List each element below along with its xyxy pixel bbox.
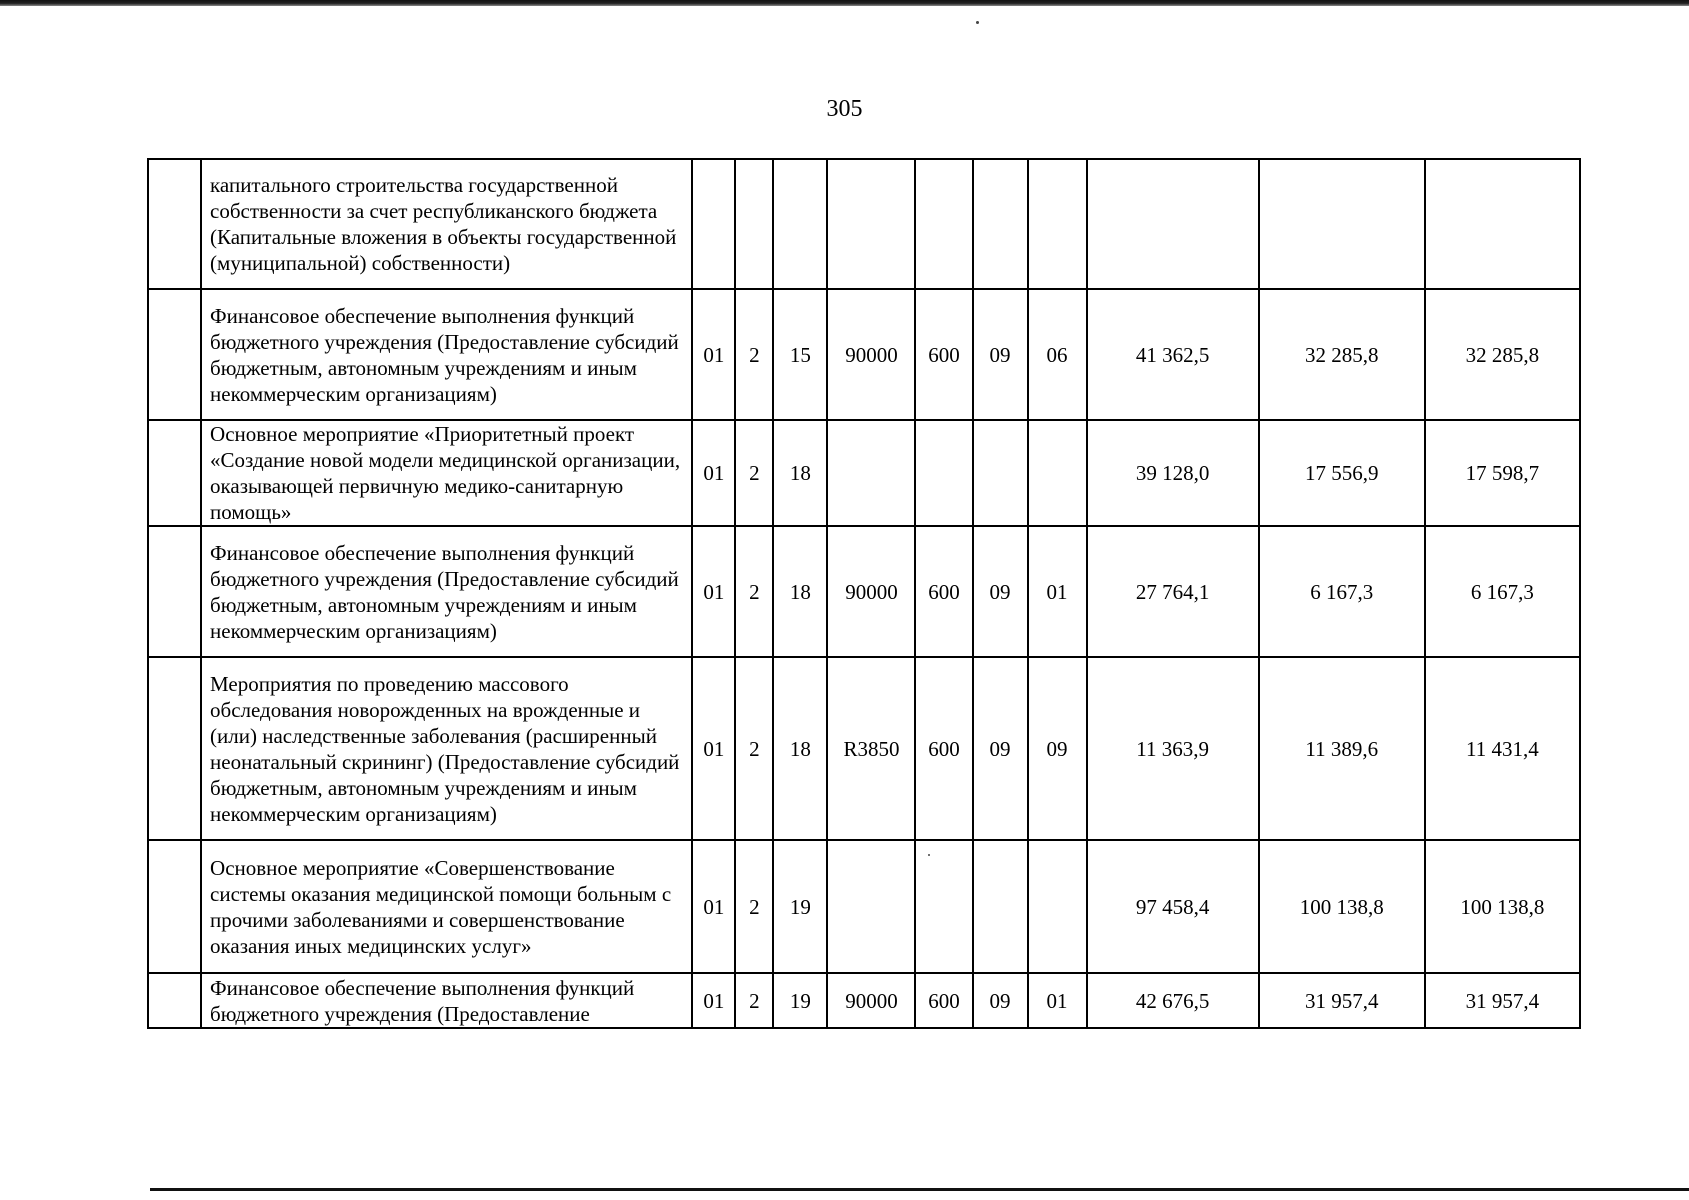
direction-code: R3850 [827, 657, 915, 840]
amount-year-2: 32 285,8 [1259, 289, 1425, 420]
expense-type-code: 600 [915, 657, 972, 840]
direction-code: 90000 [827, 973, 915, 1028]
expense-type-code: 600 [915, 289, 972, 420]
subsection-code [1028, 840, 1087, 973]
program-code [692, 159, 735, 289]
row-description: Основное мероприятие «Совершенствование системы оказания медицинской помощи больным с прочими заболеваниями и совершенствование оказания иных медицинских услуг» [201, 840, 692, 973]
program-code: 01 [692, 973, 735, 1028]
amount-year-1: 39 128,0 [1087, 420, 1259, 526]
expense-type-code [915, 159, 972, 289]
program-code: 01 [692, 420, 735, 526]
subsection-code [1028, 159, 1087, 289]
amount-year-3: 32 285,8 [1425, 289, 1580, 420]
main-event-code: 15 [773, 289, 827, 420]
row-number [148, 159, 201, 289]
subprogram-code [735, 159, 773, 289]
main-event-code [773, 159, 827, 289]
program-code: 01 [692, 840, 735, 973]
section-code: 09 [973, 657, 1028, 840]
subprogram-code: 2 [735, 657, 773, 840]
section-code [973, 159, 1028, 289]
amount-year-3 [1425, 159, 1580, 289]
direction-code: 90000 [827, 289, 915, 420]
subsection-code: 01 [1028, 973, 1087, 1028]
amount-year-1 [1087, 159, 1259, 289]
row-number [148, 840, 201, 973]
scan-edge-top [0, 0, 1689, 6]
scan-speck [976, 21, 979, 24]
direction-code [827, 840, 915, 973]
program-code: 01 [692, 657, 735, 840]
main-event-code: 19 [773, 973, 827, 1028]
amount-year-1: 42 676,5 [1087, 973, 1259, 1028]
direction-code [827, 159, 915, 289]
expense-type-code: 600 [915, 973, 972, 1028]
expense-type-code [915, 840, 972, 973]
subsection-code [1028, 420, 1087, 526]
expense-type-code: 600 [915, 526, 972, 657]
row-number [148, 526, 201, 657]
section-code: 09 [973, 973, 1028, 1028]
subprogram-code: 2 [735, 973, 773, 1028]
row-description: Финансовое обеспечение выполнения функций бюджетного учреждения (Предоставление [201, 973, 692, 1028]
amount-year-2: 17 556,9 [1259, 420, 1425, 526]
amount-year-3: 17 598,7 [1425, 420, 1580, 526]
table-row [148, 973, 1580, 1028]
amount-year-3: 11 431,4 [1425, 657, 1580, 840]
direction-code: 90000 [827, 526, 915, 657]
direction-code [827, 420, 915, 526]
row-number [148, 973, 201, 1028]
row-description: Финансовое обеспечение выполнения функций бюджетного учреждения (Предоставление субсидий бюджетным, автономным учреждениям и иным некоммерческим организациям) [201, 526, 692, 657]
program-code: 01 [692, 526, 735, 657]
scan-edge-bottom [150, 1188, 1689, 1191]
amount-year-1: 97 458,4 [1087, 840, 1259, 973]
table-row [148, 840, 1580, 973]
amount-year-3: 31 957,4 [1425, 973, 1580, 1028]
table-row [148, 289, 1580, 420]
table-row [148, 420, 1580, 526]
subsection-code: 01 [1028, 526, 1087, 657]
row-number [148, 657, 201, 840]
row-description: Основное мероприятие «Приоритетный проект «Создание новой модели медицинской организации, оказывающей первичную медико-санитарную помощь» [201, 420, 692, 526]
amount-year-2: 6 167,3 [1259, 526, 1425, 657]
subsection-code: 09 [1028, 657, 1087, 840]
budget-table [147, 158, 1581, 1029]
program-code: 01 [692, 289, 735, 420]
subprogram-code: 2 [735, 289, 773, 420]
expense-type-code [915, 420, 972, 526]
row-number [148, 420, 201, 526]
amount-year-1: 41 362,5 [1087, 289, 1259, 420]
amount-year-2 [1259, 159, 1425, 289]
subprogram-code: 2 [735, 420, 773, 526]
page-number: 305 [826, 96, 863, 122]
section-code: 09 [973, 526, 1028, 657]
section-code: 09 [973, 289, 1028, 420]
amount-year-1: 27 764,1 [1087, 526, 1259, 657]
table-row [148, 159, 1580, 289]
row-number [148, 289, 201, 420]
main-event-code: 18 [773, 420, 827, 526]
main-event-code: 18 [773, 526, 827, 657]
main-event-code: 18 [773, 657, 827, 840]
subprogram-code: 2 [735, 526, 773, 657]
row-description: Финансовое обеспечение выполнения функций бюджетного учреждения (Предоставление субсидий бюджетным, автономным учреждениям и иным некоммерческим организациям) [201, 289, 692, 420]
section-code [973, 420, 1028, 526]
section-code [973, 840, 1028, 973]
amount-year-3: 100 138,8 [1425, 840, 1580, 973]
table-row [148, 657, 1580, 840]
amount-year-2: 11 389,6 [1259, 657, 1425, 840]
amount-year-2: 31 957,4 [1259, 973, 1425, 1028]
amount-year-1: 11 363,9 [1087, 657, 1259, 840]
row-description: капитального строительства государственной собственности за счет республиканского бюджета (Капитальные вложения в объекты государственной (муниципальной) собственности) [201, 159, 692, 289]
table-row [148, 526, 1580, 657]
amount-year-2: 100 138,8 [1259, 840, 1425, 973]
subsection-code: 06 [1028, 289, 1087, 420]
row-description: Мероприятия по проведению массового обследования новорожденных на врожденные и (или) наследственные заболевания (расширенный неонатальный скрининг) (Предоставление субсидий бюджетным, автономным учреждениям и иным некоммерческим организациям) [201, 657, 692, 840]
subprogram-code: 2 [735, 840, 773, 973]
main-event-code: 19 [773, 840, 827, 973]
amount-year-3: 6 167,3 [1425, 526, 1580, 657]
